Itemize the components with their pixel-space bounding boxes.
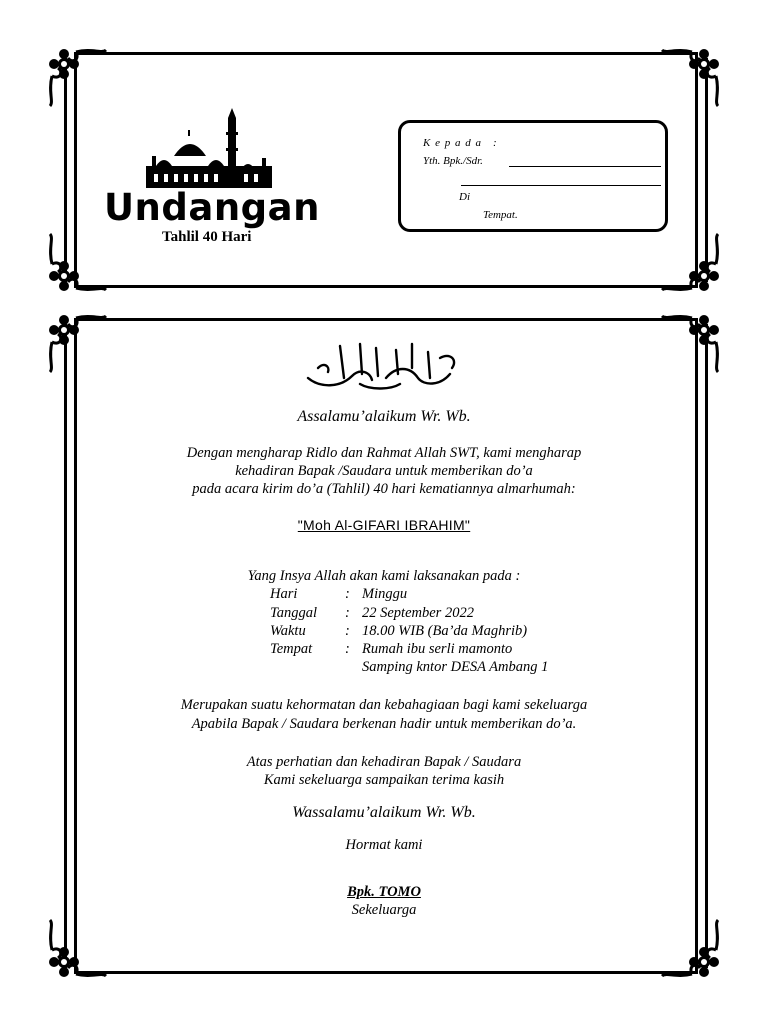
honor-line: Apabila Bapak / Saudara berkenan hadir untuk memberikan do’a.	[191, 716, 577, 732]
kepada-colon: :	[493, 137, 497, 149]
ornament-corner-icon	[656, 228, 728, 300]
greeting-text: Assalamu’alaikum Wr. Wb.	[297, 408, 471, 425]
detail-colon: :	[345, 586, 350, 602]
closing-greeting: Wassalamu’alaikum Wr. Wb.	[292, 804, 476, 821]
ornament-corner-icon	[656, 914, 728, 986]
ornament-corner-icon	[40, 914, 112, 986]
recipient-line	[509, 166, 661, 167]
detail-label: Waktu	[270, 623, 306, 639]
mosque-icon	[142, 108, 276, 192]
ornament-corner-icon	[40, 40, 112, 112]
detail-value-continued: Samping kntor DESA Ambang 1	[362, 659, 549, 675]
di-label: Di	[459, 191, 470, 203]
invitation-title: Undangan	[104, 186, 320, 229]
intro-line: kehadiran Bapak /Saudara untuk memberikan do’a	[235, 463, 533, 479]
detail-colon: :	[345, 605, 350, 621]
detail-label: Tempat	[270, 641, 313, 657]
detail-colon: :	[345, 623, 350, 639]
ornament-corner-icon	[656, 40, 728, 112]
schedule-intro: Yang Insya Allah akan kami laksanakan pada :	[247, 568, 521, 584]
tempat-label: Tempat.	[483, 209, 518, 221]
deceased-name: "Moh Al-GIFARI IBRAHIM"	[297, 517, 471, 533]
intro-line: pada acara kirim do’a (Tahlil) 40 hari kematiannya almarhumah:	[192, 481, 576, 497]
detail-value: Rumah ibu serli mamonto	[362, 641, 513, 657]
detail-colon: :	[345, 641, 350, 657]
detail-value: 22 September 2022	[362, 605, 474, 621]
address-box	[398, 120, 668, 232]
recipient-line	[461, 185, 661, 186]
signer-family: Sekeluarga	[351, 902, 417, 918]
ornament-corner-icon	[40, 228, 112, 300]
regards-text: Hormat kami	[345, 837, 423, 853]
detail-label: Tanggal	[270, 605, 318, 621]
signer-name: Bpk. TOMO	[347, 884, 421, 900]
invitation-subtitle: Tahlil 40 Hari	[162, 229, 252, 245]
ornament-corner-icon	[40, 306, 112, 378]
detail-label: Hari	[270, 586, 298, 602]
kepada-label: K e p a d a	[423, 137, 482, 149]
thanks-line: Kami sekeluarga sampaikan terima kasih	[263, 772, 505, 788]
detail-value: 18.00 WIB (Ba’da Maghrib)	[362, 623, 528, 639]
yth-label: Yth. Bpk./Sdr.	[423, 155, 483, 167]
intro-line: Dengan mengharap Ridlo dan Rahmat Allah SWT, kami mengharap	[186, 445, 582, 461]
basmalah-calligraphy-icon	[300, 338, 468, 394]
ornament-corner-icon	[656, 306, 728, 378]
honor-line: Merupakan suatu kehormatan dan kebahagiaan bagi kami sekeluarga	[180, 697, 588, 713]
thanks-line: Atas perhatian dan kehadiran Bapak / Saudara	[246, 754, 522, 770]
detail-value: Minggu	[362, 586, 408, 602]
